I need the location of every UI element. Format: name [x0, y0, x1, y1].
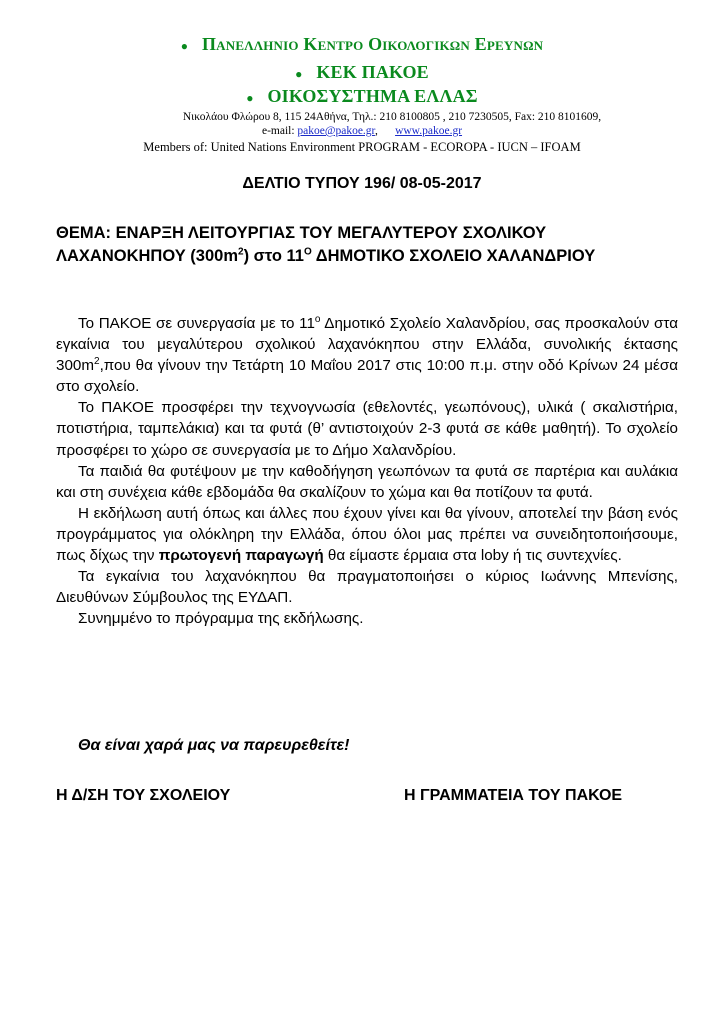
- subject-heading: [56, 222, 676, 268]
- superscript: 2: [94, 356, 100, 368]
- text-run: ,που θα γίνουν την Τετάρτη 10 Μαΐου 2017 στις 10:00 π.μ. στην οδό Κρίνων 24 μέσα στο σχολείο.: [56, 357, 678, 396]
- superscript: 2: [238, 246, 244, 258]
- email-label: e-mail:: [261, 125, 295, 137]
- text-run: Δημοτικό Σχολείο Χαλανδρίου, σας προσκαλούν στα εγκαίνια του μεγαλύτερου σχολικού λαχανόκηπου στην Ελλάδα, συνολικής έκτασης 300m: [56, 315, 678, 375]
- closing-line: Θα είναι χαρά μας να παρευρεθείτε!: [78, 737, 350, 754]
- paragraph-3: Τα παιδιά θα φυτέψουν με την καθοδήγηση γεωπόνων τα φυτά σε παρτέρια και αυλάκια και στη συνέχεια κάθε εβδομάδα θα σκαλίζουν το χώμα και θα ποτίζουν τα φυτά.: [56, 462, 678, 501]
- subject-part: ΔΗΜΟΤΙΚΟ ΣΧΟΛΕΙΟ ΧΑΛΑΝΔΡΙΟΥ: [311, 247, 596, 265]
- text-run: Το ΠΑΚΟΕ σε συνεργασία με το 11: [78, 315, 315, 332]
- members-line: Members of: United Nations Environment PROGRAM - ECOROPA - IUCN – IFOAM: [143, 140, 581, 154]
- signature-school: Η Δ/ΣΗ ΤΟΥ ΣΧΟΛΕΙΟΥ: [56, 787, 231, 804]
- text-run: θα είμαστε έρμαια στα loby ή τις συντεχνίες.: [323, 547, 622, 565]
- org-name: Πανελληνιο Κεντρο Οικολογικων Ερευνων: [201, 34, 544, 54]
- paragraph-5: Τα εγκαίνια του λαχανόκηπου θα πραγματοποιήσει ο κύριος Ιωάννης Μπενίσης, Διευθύνων Σύμβουλος της ΕΥΔΑΠ.: [56, 568, 678, 607]
- org-name-kek: ΚΕΚ ΠΑΚΟΕ: [316, 62, 429, 82]
- superscript: ο: [314, 313, 321, 325]
- paragraph-2: Το ΠΑΚΟΕ προσφέρει την τεχνογνωσία (εθελοντές, γεωπόνους), υλικά ( σκαλιστήρια, ποτιστήρια, ταμπελάκια) και τα φυτά (θ’ αντιστοιχούν 2-3 φυτά σε κάθε μαθητή). Το σχολείο προσφέρει το χώρο σε συνεργασία με το Δήμο Χαλανδρίου.: [56, 399, 678, 459]
- email-link[interactable]: pakoe@pakoe.gr: [297, 125, 375, 137]
- bullet-icon: ●: [295, 66, 303, 81]
- bold-text: πρωτογενή παραγωγή: [158, 547, 324, 565]
- superscript: Ο: [303, 246, 312, 258]
- paragraph-6: Συνημμένο το πρόγραμμα της εκδήλωσης.: [78, 610, 364, 628]
- subject-part: ΘΕΜΑ: ΕΝΑΡΞΗ ΛΕΙΤΟΥΡΓΙΑΣ ΤΟΥ ΜΕΓΑΛΥΤΕΡΟΥ ΣΧΟΛΙΚΟΥ ΛΑΧΑΝΟΚΗΠΟΥ (300m: [56, 224, 547, 265]
- org-line-kek: [0, 62, 724, 83]
- email-line: e-mail: pakoe@pakoe.gr, www.pakoe.gr: [261, 125, 463, 137]
- body-text: [56, 313, 678, 629]
- paragraph-4: [56, 503, 678, 566]
- website-link[interactable]: www.pakoe.gr: [395, 125, 463, 137]
- org-name-ecosystem: ΟΙΚΟΣΥΣΤΗΜΑ ΕΛΛΑΣ: [267, 86, 478, 106]
- bullet-icon: ●: [180, 38, 188, 53]
- bullet-icon: ●: [246, 90, 254, 105]
- paragraph-1: [56, 313, 678, 397]
- press-release-title: ΔΕΛΤΙΟ ΤΥΠΟΥ 196/ 08-05-2017: [242, 175, 482, 192]
- subject-part: ) στο 11: [243, 247, 304, 265]
- org-line-pakoe: [0, 34, 724, 55]
- signature-pakoe: Η ΓΡΑΜΜΑΤΕΙΑ ΤΟΥ ΠΑΚΟΕ: [404, 787, 623, 804]
- org-line-ecosystem: [0, 86, 724, 107]
- address-line: Νικολάου Φλώρου 8, 115 24Αθήνα, Τηλ.: 210 8100805 , 210 7230505, Fax: 210 8101609,: [182, 111, 602, 123]
- text-run: Η εκδήλωση αυτή όπως και άλλες που έχουν γίνει και θα γίνουν, αποτελεί την βάση ενός προγράμματος για ολόκληρη την Ελλάδα, όπου όλοι μας πρέπει να συνειδητοποιήσουμε, πως δίχως την: [56, 504, 678, 565]
